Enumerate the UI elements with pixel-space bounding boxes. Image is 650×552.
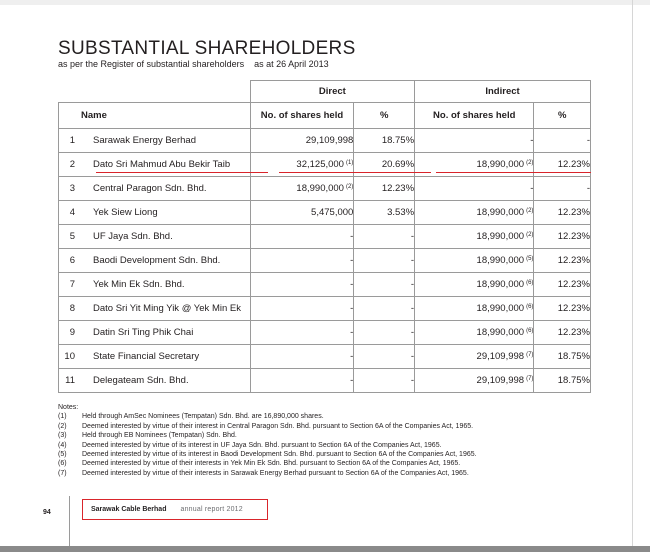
note-key: (4) bbox=[58, 441, 67, 449]
direct-shares-cell-value: 18,990,000 bbox=[296, 183, 344, 194]
indirect-pct-cell bbox=[534, 369, 591, 393]
indirect-pct-cell bbox=[534, 129, 591, 153]
name-column-header: Name bbox=[59, 103, 251, 129]
shareholder-name-cell bbox=[59, 321, 251, 345]
indirect-shares-cell-value: - bbox=[530, 183, 534, 194]
highlight-underline-direct bbox=[279, 172, 431, 173]
indirect-shares-cell-value: - bbox=[530, 135, 534, 146]
indirect-pct-column-header: % bbox=[534, 103, 591, 129]
direct-shares-cell-value: - bbox=[350, 231, 354, 242]
indirect-pct-cell-value: 12.23% bbox=[557, 303, 590, 314]
direct-shares-cell-value: - bbox=[350, 327, 354, 338]
direct-pct-cell-value: - bbox=[410, 255, 415, 266]
direct-pct-cell-value: 18.75% bbox=[381, 135, 415, 146]
note-key: (5) bbox=[58, 451, 67, 459]
direct-shares-cell bbox=[250, 345, 354, 369]
direct-pct-cell bbox=[354, 129, 415, 153]
shareholder-name: Sarawak Energy Berhad bbox=[93, 135, 196, 146]
shareholders-table bbox=[58, 80, 591, 393]
direct-shares-column-header: No. of shares held bbox=[250, 103, 354, 129]
indirect-pct-cell-value: 12.23% bbox=[557, 327, 590, 338]
indirect-shares-cell bbox=[415, 129, 534, 153]
direct-shares-cell bbox=[250, 297, 354, 321]
direct-shares-cell bbox=[250, 249, 354, 273]
shareholder-number: 6 bbox=[69, 255, 75, 266]
shareholder-number: 7 bbox=[69, 279, 75, 290]
indirect-shares-cell bbox=[415, 321, 534, 345]
indirect-pct-cell-value: - bbox=[586, 183, 590, 194]
shareholder-name: Yek Min Ek Sdn. Bhd. bbox=[93, 279, 185, 290]
indirect-pct-cell bbox=[534, 345, 591, 369]
note-text: Deemed interested by virtue of their interests in Sarawak Energy Berhad pursuant to Section 6A of the Companies Act, 1965. bbox=[82, 469, 469, 477]
direct-shares-cell bbox=[250, 177, 354, 201]
indirect-pct-cell bbox=[534, 297, 591, 321]
shareholder-name-cell bbox=[59, 201, 251, 225]
direct-shares-cell-value: 29,109,998 bbox=[305, 135, 354, 146]
indirect-pct-cell bbox=[534, 273, 591, 297]
table-row bbox=[59, 225, 591, 249]
direct-shares-cell bbox=[250, 369, 354, 393]
shareholder-number: 10 bbox=[64, 351, 75, 362]
note-key: (3) bbox=[58, 432, 67, 440]
direct-pct-cell bbox=[354, 369, 415, 393]
page-right-edge bbox=[632, 0, 633, 552]
direct-shares-cell-value: - bbox=[350, 255, 354, 266]
shareholder-number: 8 bbox=[69, 303, 75, 314]
shareholder-name: State Financial Secretary bbox=[93, 351, 200, 362]
shareholder-name-cell bbox=[59, 369, 251, 393]
direct-pct-cell bbox=[354, 321, 415, 345]
page-number: 94 bbox=[43, 509, 51, 516]
shareholder-name: Central Paragon Sdn. Bhd. bbox=[93, 183, 207, 194]
note-reference: (2) bbox=[526, 208, 534, 214]
footer-margin-rule bbox=[69, 496, 70, 548]
indirect-shares-column-header: No. of shares held bbox=[415, 103, 534, 129]
note-text: Deemed interested by virtue of their interest in Central Paragon Sdn. Bhd. pursuant to Section 6A of the Companies Act, 1965. bbox=[82, 422, 474, 430]
note-item bbox=[58, 469, 477, 478]
table-row bbox=[59, 201, 591, 225]
direct-pct-cell-value: - bbox=[410, 231, 415, 242]
indirect-group-header: Indirect bbox=[415, 81, 591, 103]
direct-shares-cell-value: - bbox=[350, 375, 354, 386]
indirect-shares-cell-value: 18,990,000 bbox=[476, 303, 525, 314]
subtitle-date: as at 26 April 2013 bbox=[254, 59, 329, 69]
note-key: (2) bbox=[58, 422, 67, 430]
shareholders-table-body bbox=[59, 129, 591, 393]
table-row bbox=[59, 297, 591, 321]
highlight-underline-indirect bbox=[436, 172, 591, 173]
indirect-pct-cell-value: - bbox=[586, 135, 590, 146]
indirect-pct-cell bbox=[534, 321, 591, 345]
indirect-shares-cell bbox=[415, 345, 534, 369]
direct-pct-cell-value: - bbox=[410, 303, 415, 314]
note-item bbox=[58, 450, 477, 459]
note-item bbox=[58, 412, 477, 421]
page-top-shadow bbox=[0, 0, 650, 5]
direct-shares-cell bbox=[250, 273, 354, 297]
direct-pct-cell-value: - bbox=[410, 351, 415, 362]
page-subtitle bbox=[58, 59, 329, 69]
shareholder-name: Yek Siew Liong bbox=[93, 207, 158, 218]
direct-pct-cell bbox=[354, 249, 415, 273]
indirect-shares-cell-value: 29,109,998 bbox=[476, 375, 525, 386]
note-reference: (6) bbox=[526, 328, 534, 334]
table-group-header-row bbox=[59, 81, 591, 103]
indirect-pct-cell bbox=[534, 249, 591, 273]
indirect-pct-cell-value: 12.23% bbox=[557, 159, 590, 170]
indirect-shares-cell bbox=[415, 249, 534, 273]
note-text: Deemed interested by virtue of their interests in Yek Min Ek Sdn. Bhd. pursuant to Section 6A of the Companies Act, 1965. bbox=[82, 460, 461, 468]
indirect-shares-cell bbox=[415, 177, 534, 201]
indirect-shares-cell-value: 18,990,000 bbox=[476, 327, 525, 338]
note-item bbox=[58, 459, 477, 468]
indirect-shares-cell bbox=[415, 273, 534, 297]
table-row bbox=[59, 129, 591, 153]
direct-shares-cell-value: - bbox=[350, 351, 354, 362]
indirect-shares-cell-value: 18,990,000 bbox=[476, 279, 525, 290]
notes-heading: Notes: bbox=[58, 404, 79, 411]
indirect-pct-cell bbox=[534, 225, 591, 249]
direct-pct-cell-value: - bbox=[410, 375, 415, 386]
shareholder-name: Datin Sri Ting Phik Chai bbox=[93, 327, 194, 338]
notes-section bbox=[58, 403, 477, 478]
footer-report-title: annual report 2012 bbox=[180, 506, 243, 513]
direct-shares-cell bbox=[250, 129, 354, 153]
shareholder-number: 5 bbox=[69, 231, 75, 242]
note-text: Deemed interested by virtue of its interest in UF Jaya Sdn. Bhd. pursuant to Section 6A of the Companies Act, 1965. bbox=[82, 441, 442, 449]
shareholder-number: 2 bbox=[69, 159, 75, 170]
note-text: Deemed interested by virtue of its interest in Baodi Development Sdn. Bhd. pursuant to Section 6A of the Companies Act, 1965. bbox=[82, 451, 477, 459]
highlight-underline-name bbox=[96, 172, 268, 173]
table-row bbox=[59, 177, 591, 201]
shareholder-name: Delegateam Sdn. Bhd. bbox=[93, 375, 189, 386]
shareholder-name-cell bbox=[59, 129, 251, 153]
table-row bbox=[59, 249, 591, 273]
note-reference: (7) bbox=[526, 376, 534, 382]
direct-pct-column-header: % bbox=[354, 103, 415, 129]
shareholder-name-cell bbox=[59, 225, 251, 249]
indirect-pct-cell bbox=[534, 177, 591, 201]
indirect-shares-cell bbox=[415, 369, 534, 393]
note-reference: (5) bbox=[526, 256, 534, 262]
indirect-shares-cell-value: 18,990,000 bbox=[476, 231, 525, 242]
direct-shares-cell bbox=[250, 201, 354, 225]
bottom-border bbox=[0, 546, 650, 552]
note-item bbox=[58, 441, 477, 450]
direct-group-header: Direct bbox=[250, 81, 414, 103]
direct-pct-cell bbox=[354, 297, 415, 321]
indirect-shares-cell-value: 18,990,000 bbox=[476, 159, 525, 170]
shareholder-number: 1 bbox=[69, 135, 75, 146]
direct-shares-cell bbox=[250, 321, 354, 345]
direct-shares-cell-value: - bbox=[350, 303, 354, 314]
indirect-pct-cell-value: 12.23% bbox=[557, 255, 590, 266]
direct-shares-cell-value: - bbox=[350, 279, 354, 290]
note-reference: (6) bbox=[526, 280, 534, 286]
indirect-pct-cell-value: 12.23% bbox=[557, 231, 590, 242]
page-title: SUBSTANTIAL SHAREHOLDERS bbox=[58, 38, 356, 59]
direct-pct-cell bbox=[354, 225, 415, 249]
direct-shares-cell-value: 32,125,000 bbox=[296, 159, 344, 170]
footer-company: Sarawak Cable Berhad bbox=[91, 506, 167, 513]
indirect-pct-cell-value: 12.23% bbox=[557, 279, 590, 290]
direct-pct-cell bbox=[354, 177, 415, 201]
direct-pct-cell-value: - bbox=[410, 279, 415, 290]
shareholder-name-cell bbox=[59, 297, 251, 321]
note-item bbox=[58, 431, 477, 440]
indirect-shares-cell-value: 18,990,000 bbox=[476, 255, 525, 266]
indirect-pct-cell-value: 12.23% bbox=[557, 207, 590, 218]
note-text: Held through EB Nominees (Tempatan) Sdn. Bhd. bbox=[82, 432, 237, 440]
shareholder-name-cell bbox=[59, 249, 251, 273]
direct-pct-cell-value: - bbox=[410, 327, 415, 338]
shareholder-number: 4 bbox=[69, 207, 75, 218]
note-reference: (2) bbox=[345, 184, 354, 190]
note-reference: (2) bbox=[526, 232, 534, 238]
direct-pct-cell bbox=[354, 201, 415, 225]
shareholder-name: Dato Sri Yit Ming Yik @ Yek Min Ek bbox=[93, 303, 241, 314]
direct-pct-cell-value: 3.53% bbox=[387, 207, 415, 218]
direct-shares-cell-value: 5,475,000 bbox=[311, 207, 354, 218]
direct-shares-cell bbox=[250, 225, 354, 249]
footer-highlight-box bbox=[82, 499, 268, 520]
indirect-pct-cell-value: 18.75% bbox=[557, 375, 590, 386]
indirect-shares-cell bbox=[415, 201, 534, 225]
note-key: (7) bbox=[58, 469, 67, 477]
table-row bbox=[59, 321, 591, 345]
shareholder-name: Baodi Development Sdn. Bhd. bbox=[93, 255, 221, 266]
notes-list bbox=[58, 412, 477, 478]
shareholder-name: Dato Sri Mahmud Abu Bekir Taib bbox=[93, 159, 231, 170]
note-key: (1) bbox=[58, 413, 67, 421]
direct-pct-cell bbox=[354, 273, 415, 297]
shareholder-name-cell bbox=[59, 345, 251, 369]
indirect-shares-cell bbox=[415, 225, 534, 249]
table-column-header-row bbox=[59, 103, 591, 129]
indirect-pct-cell bbox=[534, 201, 591, 225]
shareholder-number: 9 bbox=[69, 327, 75, 338]
note-item bbox=[58, 422, 477, 431]
shareholder-number: 11 bbox=[65, 375, 75, 386]
shareholder-name-cell bbox=[59, 177, 251, 201]
indirect-pct-cell-value: 18.75% bbox=[557, 351, 590, 362]
note-key: (6) bbox=[58, 460, 67, 468]
note-reference: (1) bbox=[345, 160, 354, 166]
note-reference: (7) bbox=[526, 352, 534, 358]
note-reference: (6) bbox=[526, 304, 534, 310]
note-text: Held through AmSec Nominees (Tempatan) Sdn. Bhd. are 16,890,000 shares. bbox=[82, 413, 324, 421]
table-row bbox=[59, 345, 591, 369]
note-reference: (2) bbox=[526, 160, 534, 166]
shareholder-name: UF Jaya Sdn. Bhd. bbox=[93, 231, 173, 242]
table-row bbox=[59, 369, 591, 393]
indirect-shares-cell-value: 29,109,998 bbox=[476, 351, 525, 362]
shareholder-number: 3 bbox=[69, 183, 75, 194]
table-corner bbox=[59, 81, 251, 103]
subtitle-register: as per the Register of substantial shareholders bbox=[58, 59, 245, 69]
direct-pct-cell bbox=[354, 345, 415, 369]
shareholder-name-cell bbox=[59, 273, 251, 297]
direct-pct-cell-value: 20.69% bbox=[381, 159, 415, 170]
indirect-shares-cell bbox=[415, 297, 534, 321]
direct-pct-cell-value: 12.23% bbox=[381, 183, 415, 194]
indirect-shares-cell-value: 18,990,000 bbox=[476, 207, 525, 218]
table-row bbox=[59, 273, 591, 297]
